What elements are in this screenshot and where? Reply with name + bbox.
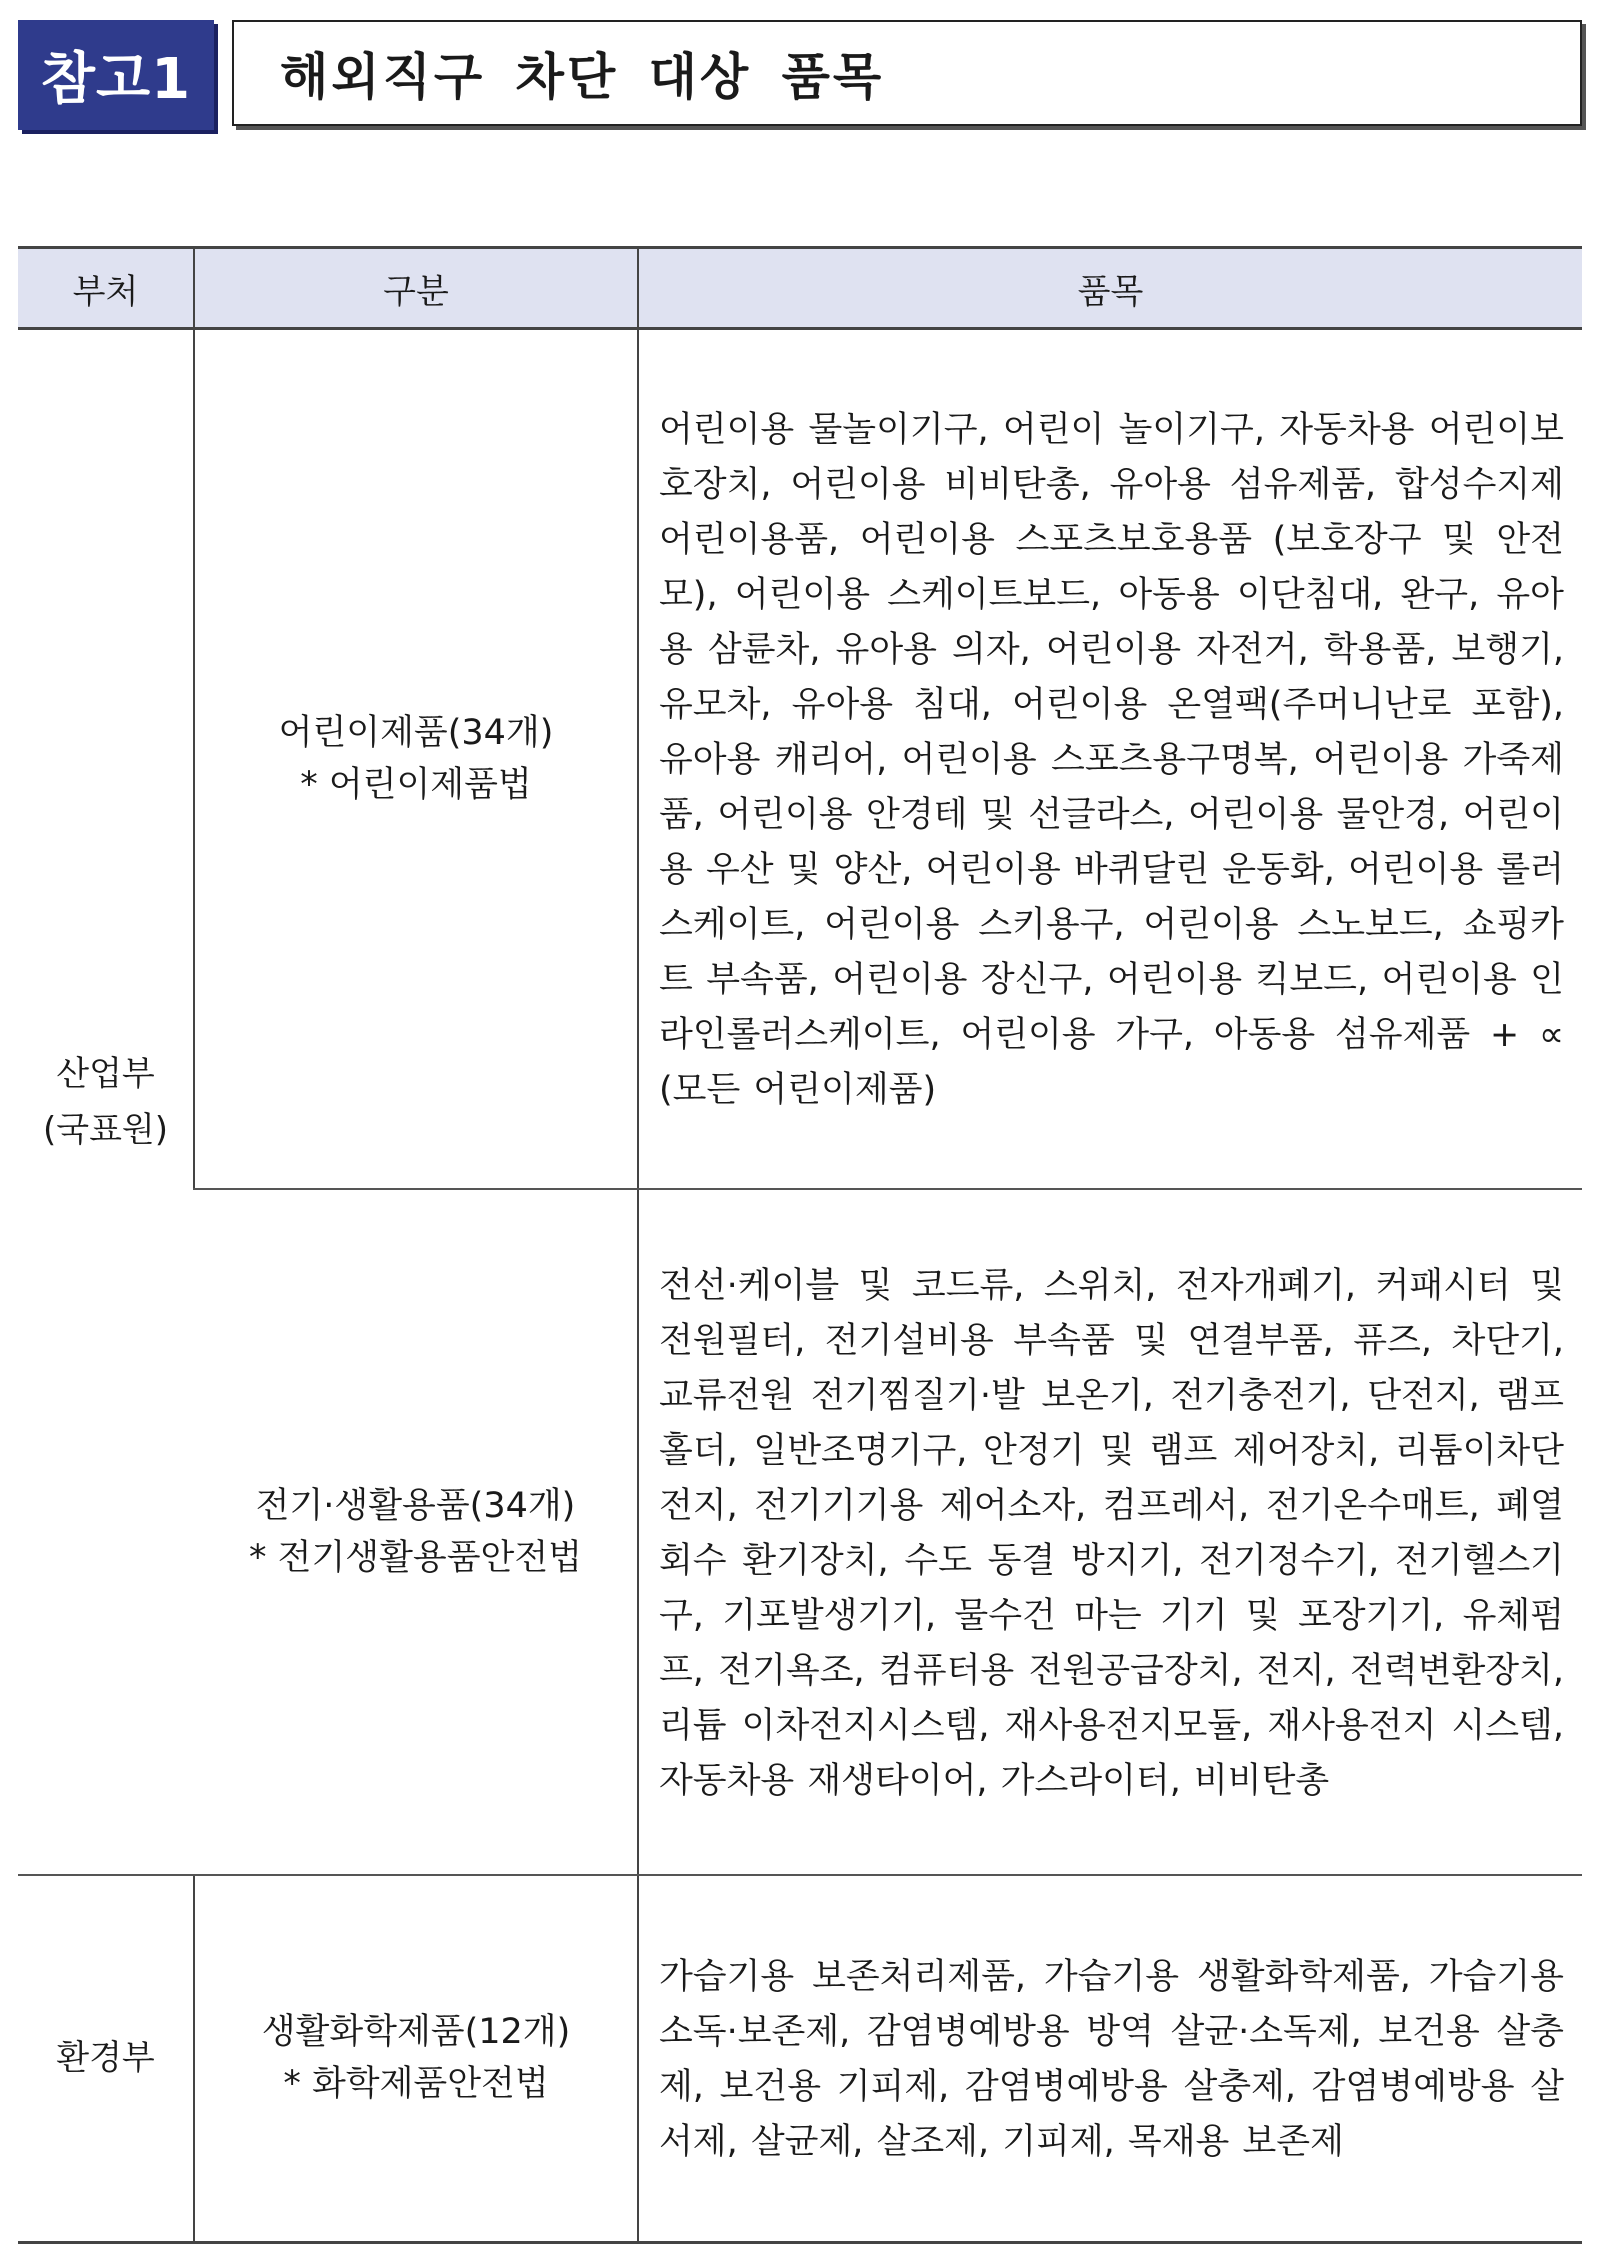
department-cell-industry: [18, 329, 194, 1875]
table-row: [18, 329, 1582, 1189]
category-cell: [194, 1189, 638, 1875]
category-cell: [194, 1875, 638, 2243]
items-cell: 가습기용 보존처리제품, 가습기용 생활화학제품, 가습기용 소독·보존제, 감염병예방용 방역 살균·소독제, 보건용 살충제, 보건용 기피제, 감염병예방용 살충제, 감염병예방용 살서제, 살균제, 살조제, 기피제, 목재용 보존제: [638, 1875, 1582, 2243]
department-name: 환경부: [56, 2038, 155, 2079]
table-header-row: [18, 248, 1582, 329]
items-cell: 어린이용 물놀이기구, 어린이 놀이기구, 자동차용 어린이보호장치, 어린이용 비비탄총, 유아용 섬유제품, 합성수지제 어린이용품, 어린이용 스포츠보호용품 (보호장구 및 안전모), 어린이용 스케이트보드, 아동용 이단침대, 완구, 유아용 삼륜차, 유아용 의자, 어린이용 자전거, 학용품, 보행기, 유모차, 유아용 침대, 어린이용 온열팩(주머니난로 포함), 유아용 캐리어, 어린이용 스포츠용구명복, 어린이용 가죽제품, 어린이용 안경테 및 선글라스, 어린이용 물안경, 어린이용 우산 및 양산, 어린이용 바퀴달린 운동화, 어린이용 롤러스케이트, 어린이용 스키용구, 어린이용 스노보드, 쇼핑카트 부속품, 어린이용 장신구, 어린이용 킥보드, 어린이용 인라인롤러스케이트, 어린이용 가구, 아동용 섬유제품 + ∝ (모든 어린이제품): [638, 329, 1582, 1189]
table-header: [18, 248, 1582, 329]
department-sub-agency: (국표원): [42, 1109, 169, 1150]
column-header-items: 품목: [638, 248, 1582, 329]
department-cell-environment: [18, 1875, 194, 2243]
reference-badge: 참고1: [18, 20, 214, 130]
header: [18, 20, 1584, 130]
blocked-items-table-wrapper: [18, 246, 1582, 2244]
column-header-department: 부처: [18, 248, 194, 329]
page-title: 해외직구 차단 대상 품목: [232, 20, 1582, 126]
table-row: [18, 1189, 1582, 1875]
category-cell: [194, 329, 638, 1189]
category-law: * 전기생활용품안전법: [249, 1537, 582, 1578]
table-row: [18, 1875, 1582, 2243]
table-body: [18, 329, 1582, 2243]
department-name: 산업부: [56, 1053, 155, 1094]
category-name: 생활화학제품(12개): [261, 2012, 571, 2053]
category-name: 어린이제품(34개): [278, 712, 554, 753]
category-law: * 화학제품안전법: [283, 2064, 549, 2105]
blocked-items-table: [18, 246, 1582, 2244]
category-name: 전기·생활용품(34개): [255, 1485, 576, 1526]
category-law: * 어린이제품법: [300, 764, 532, 805]
column-header-category: 구분: [194, 248, 638, 329]
items-cell: 전선·케이블 및 코드류, 스위치, 전자개폐기, 커패시터 및 전원필터, 전기설비용 부속품 및 연결부품, 퓨즈, 차단기, 교류전원 전기찜질기·발 보온기, 전기충전기, 단전지, 램프홀더, 일반조명기구, 안정기 및 램프 제어장치, 리튬이차단전지, 전기기기용 제어소자, 컴프레서, 전기온수매트, 폐열 회수 환기장치, 수도 동결 방지기, 전기정수기, 전기헬스기구, 기포발생기기, 물수건 마는 기기 및 포장기기, 유체펌프, 전기욕조, 컴퓨터용 전원공급장치, 전지, 전력변환장치, 리튬 이차전지시스템, 재사용전지모듈, 재사용전지 시스템, 자동차용 재생타이어, 가스라이터, 비비탄총: [638, 1189, 1582, 1875]
